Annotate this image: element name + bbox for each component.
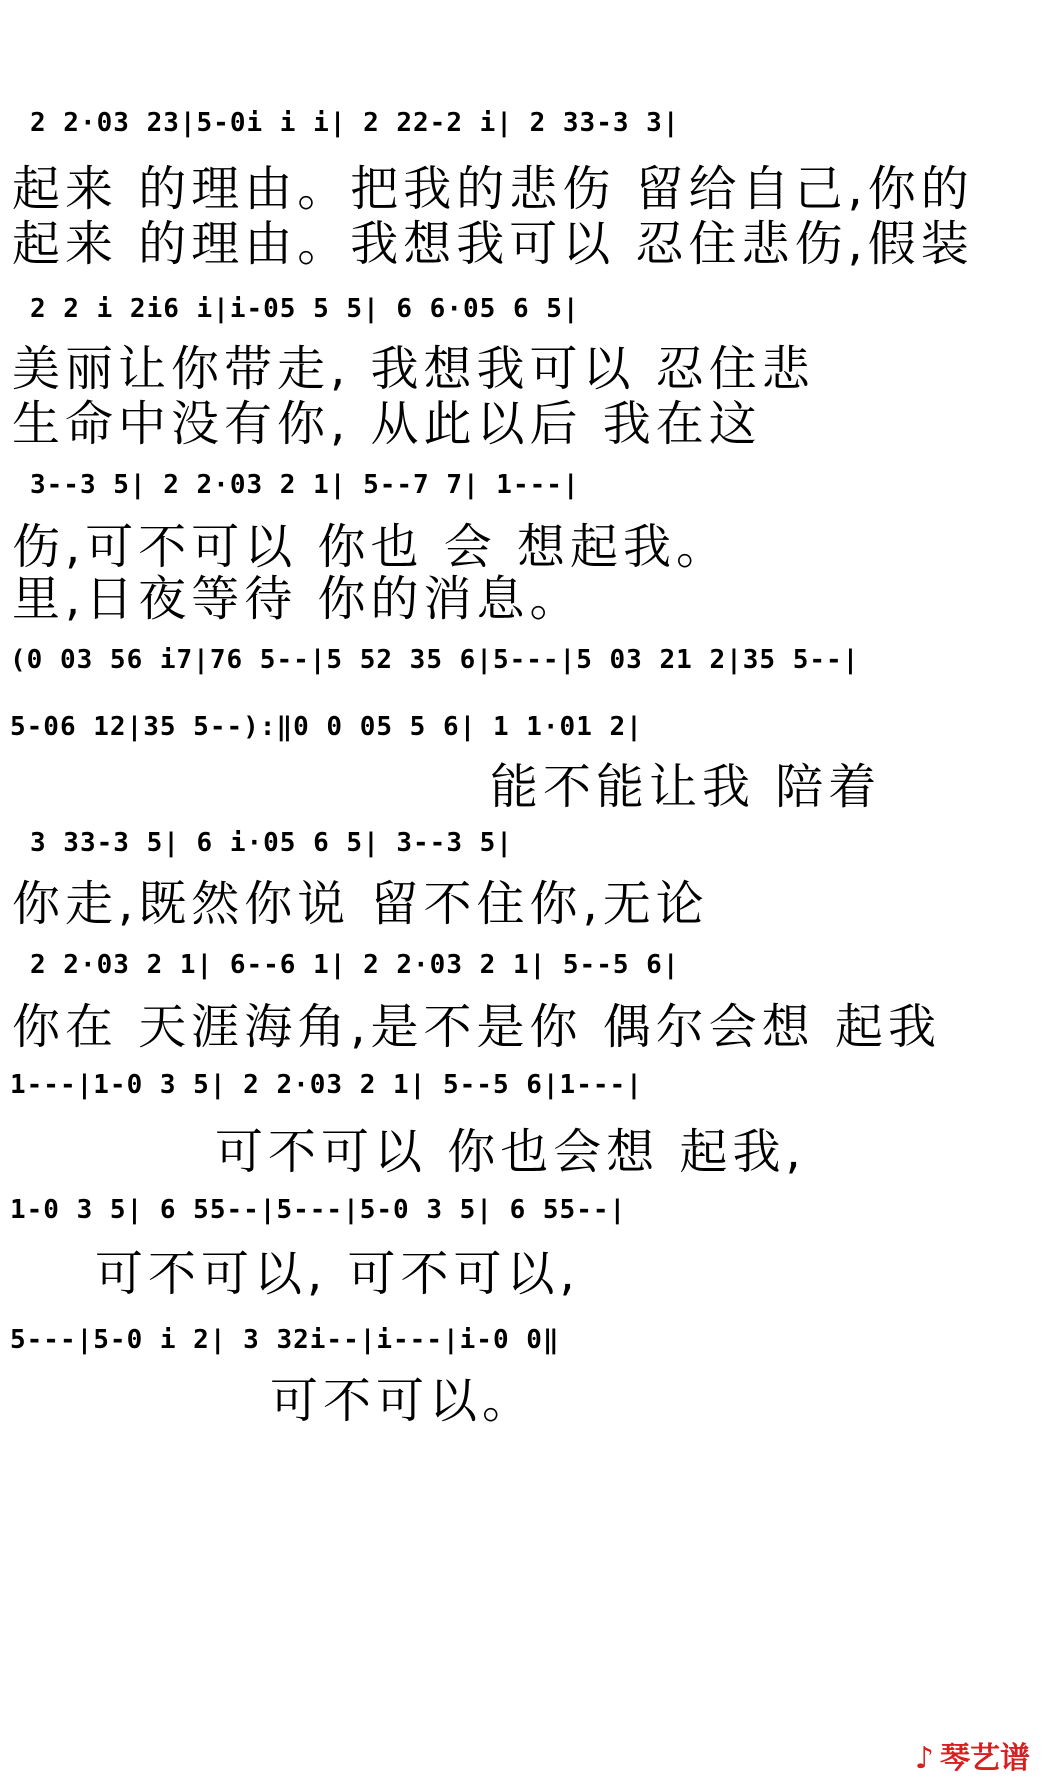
notation-line-6: 3 33-3 5| 6 i·05 6 5| 3--3 5| — [30, 828, 513, 858]
notation-line-5: 5-06 12|35 5--):‖0 0 05 5 6| 1 1·01 2| — [10, 712, 643, 742]
notation-line-8: 1---|1-0 3 5| 2 2·03 2 1| 5--5 6|1---| — [10, 1070, 643, 1100]
notation-line-1: 2 2·03 23|5-0i i i| 2 22-2 i| 2 33-3 3| — [30, 108, 680, 138]
logo-text: 琴艺谱 — [940, 1741, 1030, 1776]
lyric-line-3b: 里,日夜等待 你的消息。 — [12, 571, 583, 627]
lyric-line-2b: 生命中没有你, 从此以后 我在这 — [12, 396, 762, 452]
notation-line-2: 2 2 i 2i6 i|i-05 5 5| 6 6·05 6 5| — [30, 294, 580, 324]
lyric-line-6: 你走,既然你说 留不住你,无论 — [12, 876, 709, 932]
lyric-line-1a: 起来 的理由。把我的悲伤 留给自己,你的 — [12, 161, 974, 217]
lyric-line-3a: 伤,可不可以 你也 会 想起我。 — [12, 519, 730, 575]
music-note-icon: ♪ — [914, 1741, 934, 1776]
notation-line-10: 5---|5-0 i 2| 3 32i--|i---|i-0 0‖ — [10, 1325, 560, 1355]
watermark-logo — [915, 1733, 1030, 1777]
lyric-line-9: 可不可以, 可不可以, — [95, 1246, 580, 1302]
lyric-line-8: 可不可以 你也会想 起我, — [215, 1124, 806, 1180]
notation-line-7: 2 2·03 2 1| 6--6 1| 2 2·03 2 1| 5--5 6| — [30, 950, 680, 980]
lyric-line-2a: 美丽让你带走, 我想我可以 忍住悲 — [12, 341, 815, 397]
lyric-line-5: 能不能让我 陪着 — [490, 759, 882, 815]
lyric-line-7: 你在 天涯海角,是不是你 偶尔会想 起我 — [12, 999, 942, 1055]
notation-line-4: (0 03 56 i7|76 5--|5 52 35 6|5---|5 03 21 2|35 5--| — [10, 645, 860, 675]
notation-line-3: 3--3 5| 2 2·03 2 1| 5--7 7| 1---| — [30, 470, 580, 500]
lyric-line-1b: 起来 的理由。我想我可以 忍住悲伤,假装 — [12, 216, 974, 272]
notation-line-9: 1-0 3 5| 6 55--|5---|5-0 3 5| 6 55--| — [10, 1195, 627, 1225]
lyric-line-10: 可不可以。 — [270, 1373, 536, 1429]
